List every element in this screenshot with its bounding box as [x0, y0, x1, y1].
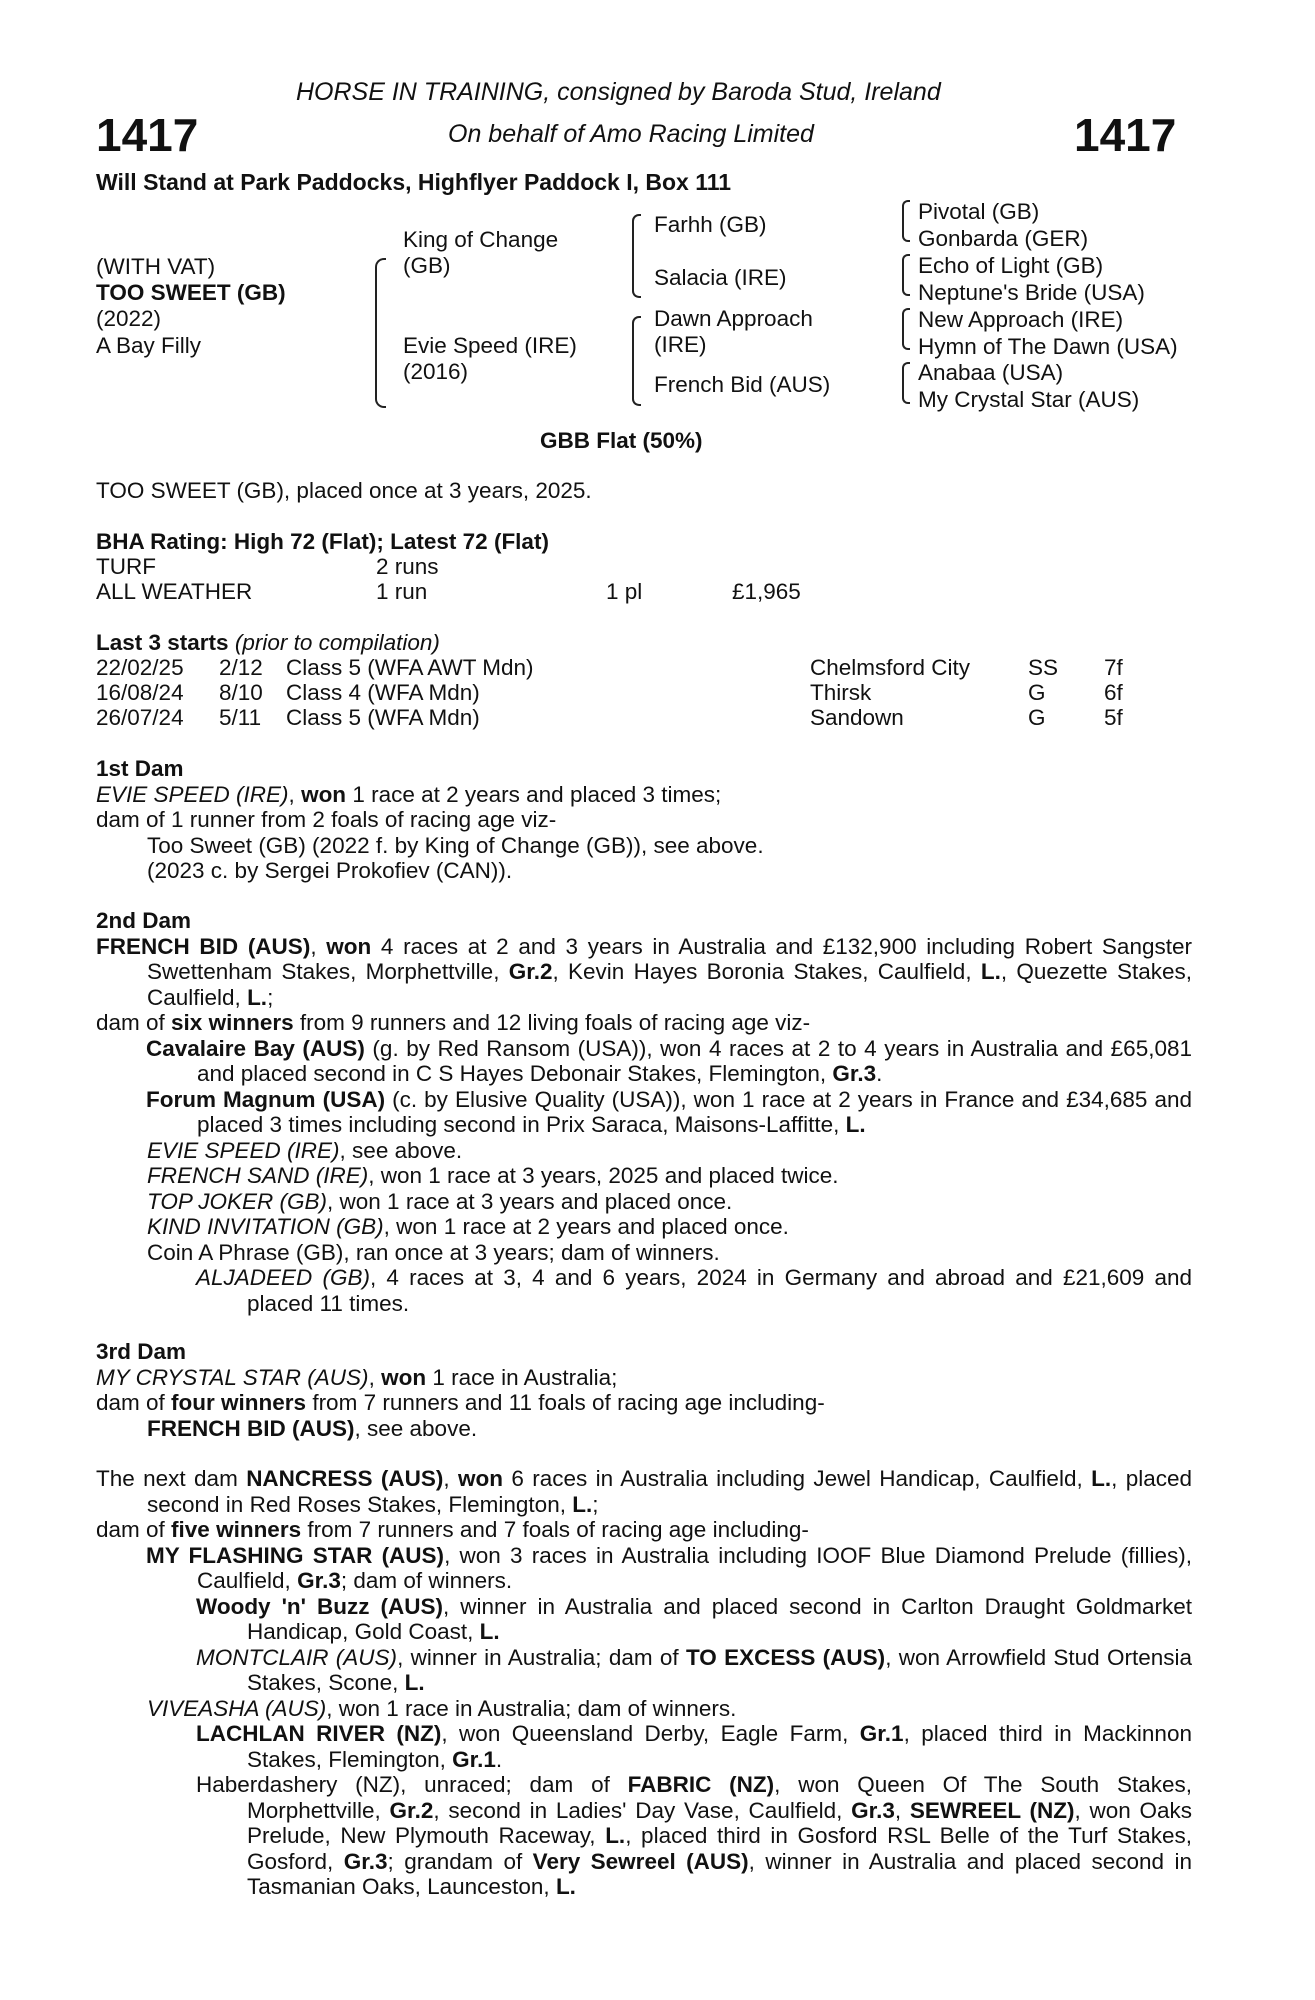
start-course: Thirsk — [810, 680, 872, 705]
list-item: KIND INVITATION (GB), won 1 race at 2 years and placed once. — [147, 1214, 789, 1239]
record-placed: 1 pl — [606, 579, 643, 604]
start-position: 2/12 — [219, 655, 263, 680]
third-dam-section: 3rd Dam MY CRYSTAL STAR (AUS), won 1 race in Australia; dam of four winners from 7 runners and 11 foals of racing age including- FRENCH BID (AUS), see above. — [96, 1339, 1192, 1441]
dam-dam-sire: Anabaa (USA) — [918, 360, 1064, 385]
on-behalf-line: On behalf of Amo Racing Limited — [448, 120, 814, 148]
start-date: 26/07/24 — [96, 705, 184, 730]
dam-dam: French Bid (AUS) — [654, 372, 831, 397]
list-item: FRENCH SAND (IRE), won 1 race at 3 years, 2025 and placed twice. — [147, 1163, 839, 1188]
start-course: Sandown — [810, 705, 904, 730]
start-race: Class 4 (WFA Mdn) — [286, 680, 480, 705]
third-dam-heading: 3rd Dam — [96, 1339, 187, 1364]
dam-year: (2016) — [403, 359, 469, 384]
brace-g3-4 — [902, 362, 910, 404]
start-going: G — [1028, 680, 1046, 705]
consignment-line: HORSE IN TRAINING, consigned by Baroda Stud, Ireland — [296, 78, 941, 106]
list-item: FRENCH BID (AUS), see above. — [147, 1415, 478, 1441]
list-item: Coin A Phrase (GB), ran once at 3 years; dam of winners. — [147, 1239, 720, 1265]
horse-description: A Bay Filly — [96, 333, 202, 358]
sire-dam-sire: Echo of Light (GB) — [918, 253, 1104, 278]
start-going: SS — [1028, 655, 1059, 680]
list-item: TOP JOKER (GB), won 1 race at 3 years and placed once. — [147, 1188, 733, 1214]
stand-location: Will Stand at Park Paddocks, Highflyer Paddock I, Box 111 — [96, 169, 732, 195]
record-surface: ALL WEATHER — [96, 579, 253, 604]
start-course: Chelmsford City — [810, 655, 971, 680]
list-item: Too Sweet (GB) (2022 f. by King of Change (GB)), see above. — [147, 832, 764, 858]
start-going: G — [1028, 705, 1046, 730]
second-dam-heading: 2nd Dam — [96, 908, 192, 933]
gbb-flat: GBB Flat (50%) — [540, 428, 703, 453]
record-runs: 1 run — [376, 579, 428, 604]
dam-sire: Dawn Approach — [654, 306, 813, 331]
dam-sire-dam: Hymn of The Dawn (USA) — [918, 334, 1178, 359]
dam-dam-dam: My Crystal Star (AUS) — [918, 387, 1140, 412]
list-item: (2023 c. by Sergei Prokofiev (CAN)). — [147, 858, 513, 883]
list-item: MONTCLAIR (AUS), winner in Australia; dam of TO EXCESS (AUS), won Arrowfield Stud Ortensia Stakes, Scone, L. — [196, 1644, 1193, 1695]
list-item: ALJADEED (GB), 4 races at 3, 4 and 6 years, 2024 in Germany and abroad and £21,609 and placed 11 times. — [196, 1265, 1192, 1316]
start-race: Class 5 (WFA AWT Mdn) — [286, 655, 534, 680]
sire-sire-sire: Pivotal (GB) — [918, 199, 1040, 224]
bha-rating: BHA Rating: High 72 (Flat); Latest 72 (Flat) — [96, 529, 549, 554]
list-item: Cavalaire Bay (AUS) (g. by Red Ransom (USA)), won 4 races at 2 to 4 years in Australia and £65,081 and placed second in C S Hayes Debonair Stakes, Flemington, Gr.3. — [146, 1035, 1192, 1086]
list-item: Forum Magnum (USA) (c. by Elusive Quality (USA)), won 1 race at 2 years in France and £34,685 and placed 3 times including second in Prix Saraca, Maisons-Laffitte, L. — [146, 1086, 1192, 1137]
list-item: VIVEASHA (AUS), won 1 race in Australia; dam of winners. — [147, 1695, 737, 1721]
start-race: Class 5 (WFA Mdn) — [286, 705, 480, 730]
sire-country: (GB) — [403, 253, 451, 278]
first-dam-section: 1st Dam EVIE SPEED (IRE), won 1 race at 2 years and placed 3 times; dam of 1 runner from 2 foals of racing age viz- Too Sweet (GB) (2022 f. by King of Change (GB)), see above. (2023 c. by Sergei Prokofiev (CAN)). — [96, 756, 1192, 884]
dam-sire-sire: New Approach (IRE) — [918, 307, 1124, 332]
list-item: EVIE SPEED (IRE), see above. — [147, 1137, 463, 1163]
start-distance: 6f — [1104, 680, 1123, 705]
summary-line: TOO SWEET (GB), placed once at 3 years, 2025. — [96, 478, 592, 503]
list-item: Woody 'n' Buzz (AUS), winner in Australia and placed second in Carlton Draught Goldmarket Handicap, Gold Coast, L. — [196, 1593, 1192, 1644]
dam: Evie Speed (IRE) — [403, 333, 577, 358]
brace-g3-1 — [902, 200, 910, 242]
brace-dam — [632, 316, 641, 406]
start-distance: 5f — [1104, 705, 1123, 730]
horse-name: TOO SWEET (GB) — [96, 280, 286, 305]
record-surface: TURF — [96, 554, 156, 579]
sire-sire: Farhh (GB) — [654, 212, 767, 237]
start-position: 8/10 — [219, 680, 263, 705]
second-dam-section: 2nd Dam FRENCH BID (AUS), won 4 races at 2 and 3 years in Australia and £132,900 including Robert Sangster Swettenham Stakes, Morphettville, Gr.2, Kevin Hayes Boronia Stakes, Caulfield, L., Quezette Stakes, Caulfield, L.; dam of six winners from 9 runners and 12 living foals of racing age viz- Cavalaire Bay (AUS) (g. by Red Ransom (USA)), won 4 races at 2 to 4 years in Australia and £65,081 and placed second in C S Hayes Debonair Stakes, Flemington, Gr.3. Forum Magnum (USA) (c. by Elusive Quality (USA)), won 1 race at 2 years in France and £34,685 and placed 3 times including second in Prix Saraca, Maisons-Laffitte, L. EVIE SPEED (IRE), see above. FRENCH SAND (IRE), won 1 race at 3 years, 2025 and placed twice. TOP JOKER (GB), won 1 race at 3 years and placed once. KIND INVITATION (GB), won 1 race at 2 years and placed once. Coin A Phrase (GB), ran once at 3 years; dam of winners. ALJADEED (GB), 4 races at 3, 4 and 6 years, 2024 in Germany and abroad and £21,609 and placed 11 times. — [96, 908, 1192, 1316]
brace-g3-2 — [902, 254, 910, 296]
start-date: 16/08/24 — [96, 680, 184, 705]
first-dam-heading: 1st Dam — [96, 756, 184, 781]
brace-g3-3 — [902, 308, 910, 350]
sire-dam: Salacia (IRE) — [654, 265, 787, 290]
start-distance: 7f — [1104, 655, 1123, 680]
horse-year: (2022) — [96, 306, 162, 331]
list-item: MY FLASHING STAR (AUS), won 3 races in Australia including IOOF Blue Diamond Prelude (fillies), Caulfield, Gr.3; dam of winners. — [146, 1542, 1192, 1593]
start-position: 5/11 — [219, 705, 262, 730]
dam-sire-country: (IRE) — [654, 332, 707, 357]
sire: King of Change — [403, 227, 559, 252]
lot-number-right: 1417 — [1074, 109, 1177, 161]
next-dam-section: The next dam NANCRESS (AUS), won 6 races in Australia including Jewel Handicap, Caulfield, L., placed second in Red Roses Stakes, Flemington, L.; dam of five winners from 7 runners and 7 foals of racing age including- MY FLASHING STAR (AUS), won 3 races in Australia including IOOF Blue Diamond Prelude (fillies), Caulfield, Gr.3; dam of winners. Woody 'n' Buzz (AUS), winner in Australia and placed second in Carlton Draught Goldmarket Handicap, Gold Coast, L. MONTCLAIR (AUS), winner in Australia; dam of TO EXCESS (AUS), won Arrowfield Stud Ortensia Stakes, Scone, L. VIVEASHA (AUS), won 1 race in Australia; dam of winners. LACHLAN RIVER (NZ), won Queensland Derby, Eagle Farm, Gr.1, placed third in Mackinnon Stakes, Flemington, Gr.1. Haberdashery (NZ), unraced; dam of FABRIC (NZ), won Queen Of The South Stakes, Morphettville, Gr.2, second in Ladies' Day Vase, Caulfield, Gr.3, SEWREEL (NZ), won Oaks Prelude, New Plymouth Raceway, L., placed third in Gosford RSL Belle of the Turf Stakes, Gosford, Gr.3; grandam of Very Sewreel (AUS), winner in Australia and placed second in Tasmanian Oaks, Launceston, L. — [96, 1466, 1193, 1899]
record-prize: £1,965 — [732, 579, 801, 604]
lot-number-left: 1417 — [96, 109, 199, 161]
record-runs: 2 runs — [376, 554, 439, 579]
sire-dam-dam: Neptune's Bride (USA) — [918, 280, 1145, 305]
vat-note: (WITH VAT) — [96, 254, 216, 279]
list-item: LACHLAN RIVER (NZ), won Queensland Derby, Eagle Farm, Gr.1, placed third in Mackinnon Stakes, Flemington, Gr.1. — [196, 1721, 1192, 1772]
sire-sire-dam: Gonbarda (GER) — [918, 226, 1089, 251]
start-date: 22/02/25 — [96, 655, 184, 680]
brace-sire — [632, 214, 641, 298]
brace-gen1 — [375, 258, 386, 408]
last-starts-heading: Last 3 starts (prior to compilation) — [96, 630, 440, 655]
list-item: Haberdashery (NZ), unraced; dam of FABRIC (NZ), won Queen Of The South Stakes, Morphettville, Gr.2, second in Ladies' Day Vase, Caulfield, Gr.3, SEWREEL (NZ), won Oaks Prelude, New Plymouth Raceway, L., placed third in Gosford RSL Belle of the Turf Stakes, Gosford, Gr.3; grandam of Very Sewreel (AUS), winner in Australia and placed second in Tasmanian Oaks, Launceston, L. — [196, 1772, 1192, 1899]
